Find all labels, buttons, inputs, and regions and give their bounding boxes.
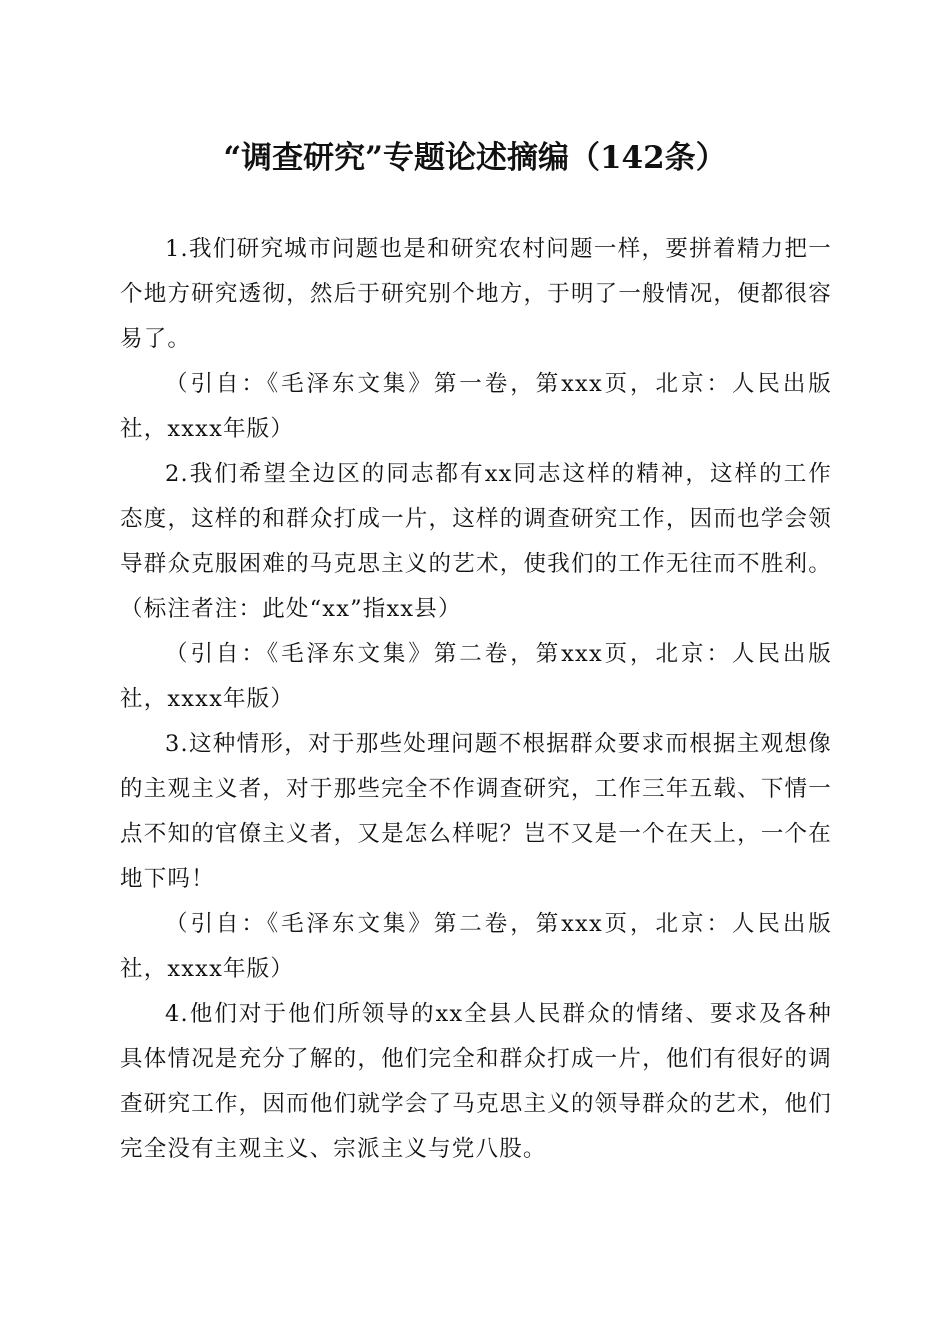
entry-1-citation: （引自：《毛泽东文集》第一卷，第xxx页，北京：人民出版社，xxxx年版） [120, 371, 832, 442]
entry-4-text: 4.他们对于他们所领导的xx全县人民群众的情绪、要求及各种具体情况是充分了解的，他们完全和群众打成一片，他们有很好的调查研究工作，因而他们就学会了马克思主义的领导群众的艺术，他们完全没有主观主义、宗派主义与党八股。 [120, 1001, 832, 1162]
entry-3-text: 3.这种情形，对于那些处理问题不根据群众要求而根据主观想像的主观主义者，对于那些完全不作调查研究，工作三年五载、下情一点不知的官僚主义者，又是怎么样呢？岂不又是一个在天上，一个在地下吗！ [120, 731, 832, 892]
document-body [120, 227, 832, 1172]
document-title: “调查研究”专题论述摘编（142条） [223, 140, 727, 176]
entry-3-citation: （引自：《毛泽东文集》第二卷，第xxx页，北京：人民出版社，xxxx年版） [120, 911, 832, 982]
entry-2-text: 2.我们希望全边区的同志都有xx同志这样的精神，这样的工作态度，这样的和群众打成一片，这样的调查研究工作，因而也学会领导群众克服困难的马克思主义的艺术，使我们的工作无往而不胜利。（标注者注：此处“xx”指xx县） [120, 461, 832, 622]
entry-1-text: 1.我们研究城市问题也是和研究农村问题一样，要拼着精力把一个地方研究透彻，然后于研究别个地方，于明了一般情况，便都很容易了。 [120, 236, 832, 352]
entry-2-citation: （引自：《毛泽东文集》第二卷，第xxx页，北京：人民出版社，xxxx年版） [120, 641, 832, 712]
